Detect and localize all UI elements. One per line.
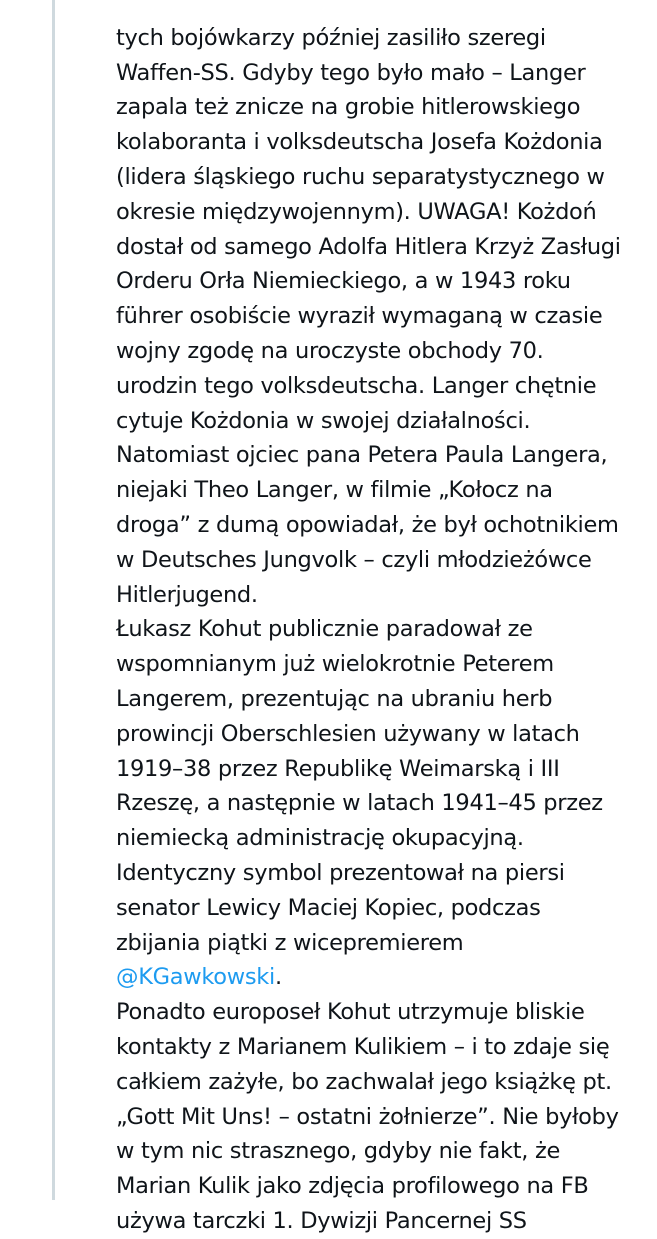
tweet-text-line: Łukasz Kohut publicznie paradował ze (116, 616, 533, 643)
tweet-text-line: 1919–38 przez Republikę Weimarską i III (116, 755, 560, 782)
tweet-text-line: Waffen-SS. Gdyby tego było mało – Langer (116, 59, 586, 86)
tweet-text-line: w Deutsches Jungvolk – czyli młodzieżówce (116, 546, 592, 573)
tweet-text-line: Natomiast ojciec pana Petera Paula Langera, (116, 442, 608, 469)
tweet-text-line: używa tarczki 1. Dywizji Pancernej SS (116, 1207, 527, 1234)
tweet-text-line: w tym nic strasznego, gdyby nie fakt, że (116, 1138, 561, 1165)
tweet-text-line: Hitlerjugend. (116, 581, 258, 608)
tweet-text-line: führer osobiście wyraził wymaganą w czasie (116, 303, 603, 330)
tweet-text-line: droga” z dumą opowiadał, że był ochotnikiem (116, 511, 619, 538)
tweet-text-line: kontakty z Marianem Kulikiem – i to zdaje się (116, 1033, 610, 1060)
tweet-text-line: Rzeszę, a następnie w latach 1941–45 przez (116, 790, 603, 817)
tweet-text-line: Identyczny symbol prezentował na piersi (116, 859, 565, 886)
tweet-text-line: „Gott Mit Uns! – ostatni żołnierze”. Nie byłoby (116, 1103, 619, 1130)
tweet-text-line: tych bojówkarzy później zasiliło szeregi (116, 24, 546, 51)
tweet-text (116, 0, 656, 1239)
mention-line (116, 960, 656, 995)
mention-suffix: . (274, 964, 282, 991)
tweet-text-line: urodzin tego volksdeutscha. Langer chętnie (116, 372, 597, 399)
tweet-text-line: dostał od samego Adolfa Hitlera Krzyż Zasługi (116, 233, 621, 260)
tweet-text-line: cytuje Kożdonia w swojej działalności. (116, 407, 531, 434)
tweet-text-line: niemiecką administrację okupacyjną. (116, 825, 524, 852)
tweet-text-line: Marian Kulik jako zdjęcia profilowego na FB (116, 1173, 589, 1200)
tweet-text-line: zbijania piątki z wicepremierem (116, 929, 464, 956)
tweet-text-line: wspomnianym już wielokrotnie Peterem (116, 651, 554, 678)
tweet-text-line: Langerem, prezentując na ubraniu herb (116, 685, 553, 712)
tweet-text-line: zapala też znicze na grobie hitlerowskiego (116, 94, 581, 121)
tweet-text-line: Orderu Orła Niemieckiego, a w 1943 roku (116, 268, 571, 295)
tweet-text-line: (lidera śląskiego ruchu separatystycznego w (116, 163, 605, 190)
tweet-text-line: prowincji Oberschlesien używany w latach (116, 720, 580, 747)
clipped-text-line (116, 0, 656, 21)
tweet-text-line: okresie międzywojennym). UWAGA! Kożdoń (116, 198, 597, 225)
mention-link[interactable]: @KGawkowski (116, 964, 275, 991)
tweet-text-line: niejaki Theo Langer, w filmie „Kołocz na (116, 477, 553, 504)
thread-connector-line (52, 0, 55, 1200)
tweet-text-line: kolaboranta i volksdeutscha Josefa Kożdonia (116, 129, 603, 156)
tweet-text-line: wojny zgodę na uroczyste obchody 70. (116, 337, 544, 364)
tweet-text-line: Ponadto europoseł Kohut utrzymuje bliskie (116, 999, 585, 1026)
tweet-text-line: senator Lewicy Maciej Kopiec, podczas (116, 894, 541, 921)
tweet-text-line: całkiem zażyłe, bo zachwalał jego książkę pt. (116, 1068, 612, 1095)
